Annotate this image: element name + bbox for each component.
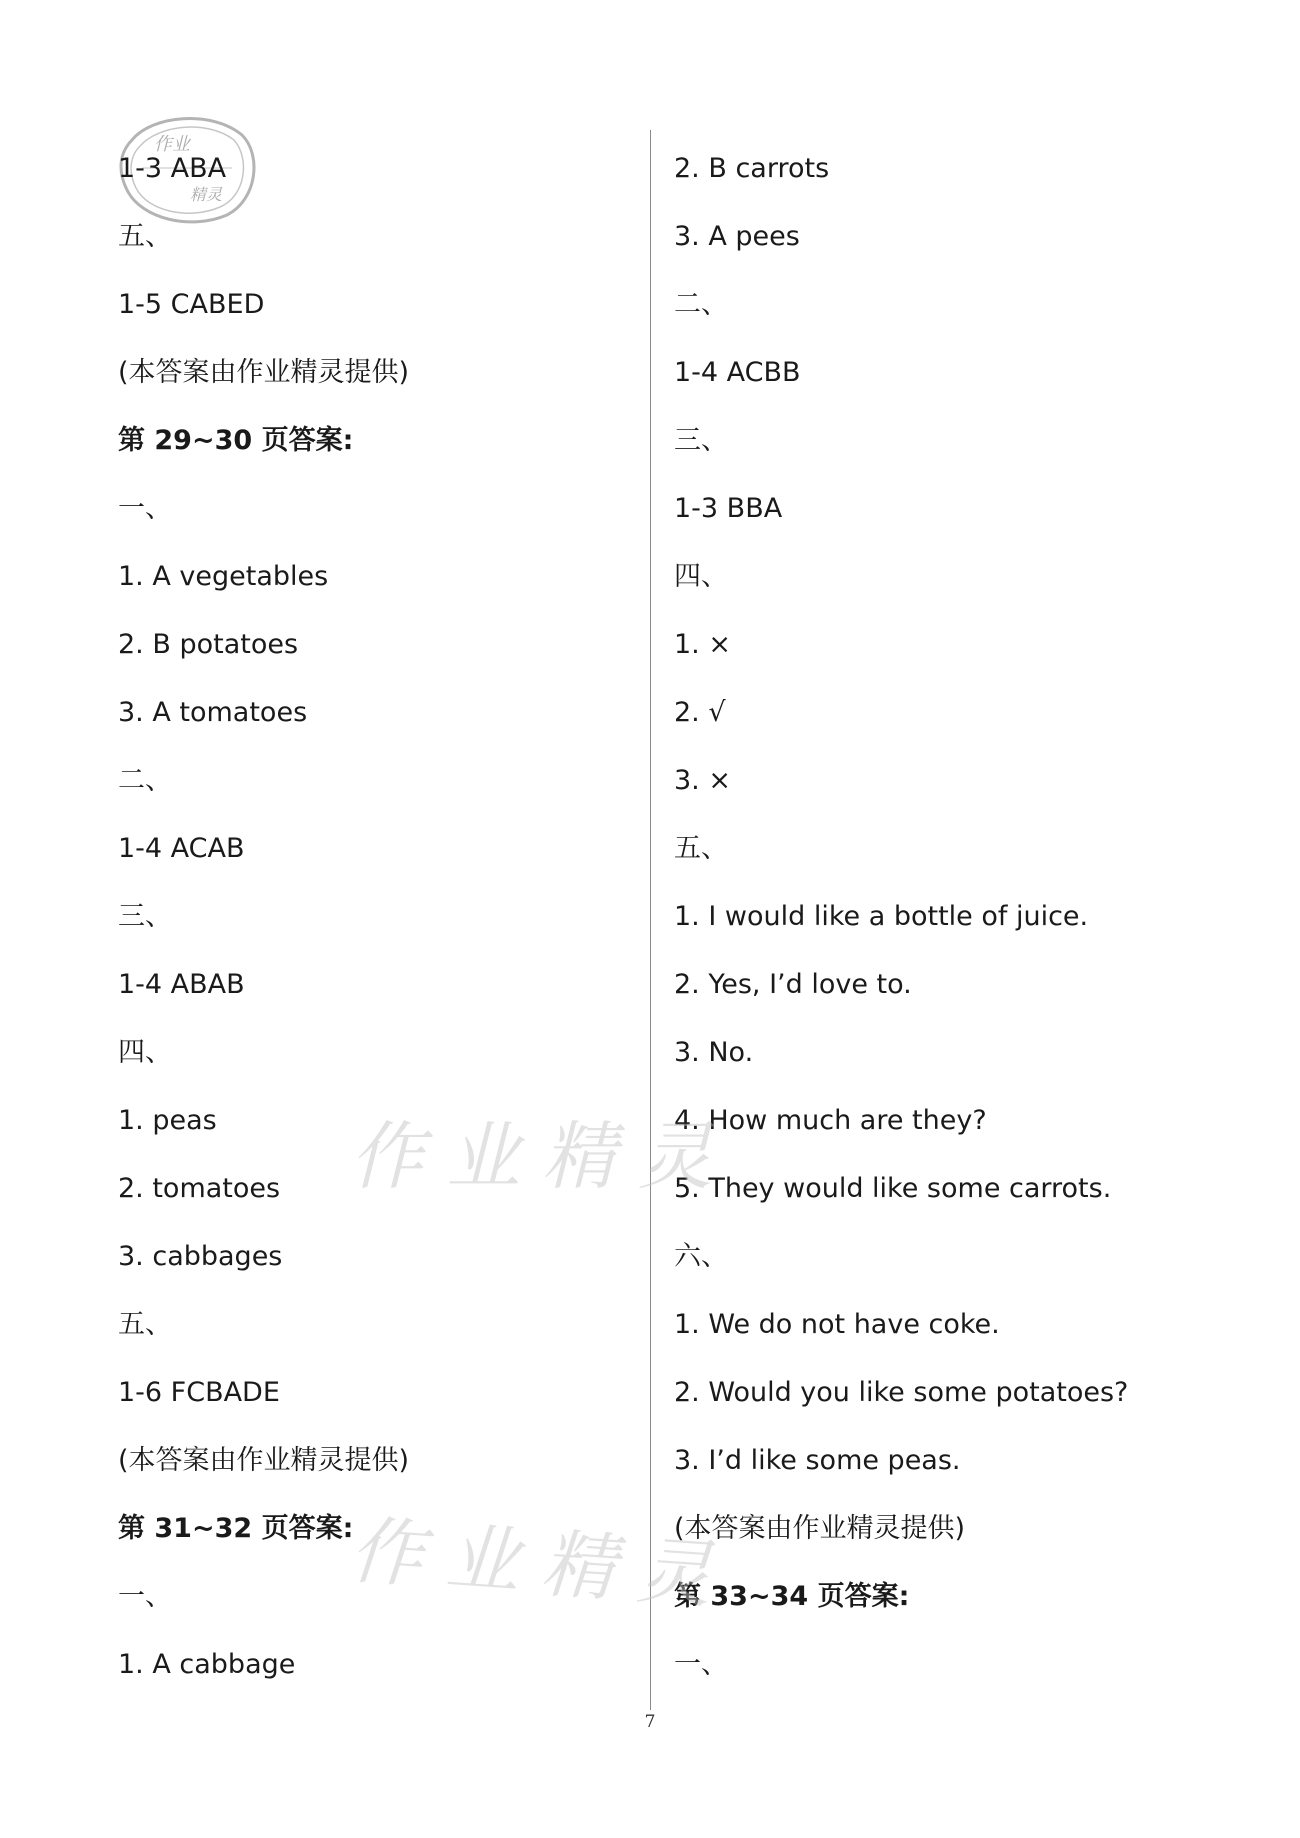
answer-line: 六、	[674, 1241, 728, 1272]
answer-line: 一、	[674, 1649, 728, 1680]
watermark-text: 作业精灵	[350, 1114, 734, 1200]
answer-line: 1. peas	[118, 1105, 217, 1136]
answer-line: 2. B potatoes	[118, 629, 299, 660]
answer-line: 2. Would you like some potatoes?	[674, 1377, 1129, 1408]
answer-line: 3. A tomatoes	[118, 697, 308, 728]
answer-line: 1-5 CABED	[118, 289, 265, 320]
answer-line: 2. B carrots	[674, 153, 830, 184]
answer-line: 4. How much are they?	[674, 1105, 987, 1136]
answer-line: 2. Yes, I’d love to.	[674, 969, 912, 1000]
answer-line: 1-4 ABAB	[118, 969, 245, 1000]
answer-line: 3. A pees	[674, 221, 800, 252]
answer-line: 3. cabbages	[118, 1241, 283, 1272]
answer-line: 1-3 BBA	[674, 493, 783, 524]
stamp-text-top: 作业	[154, 134, 190, 155]
answer-line: (本答案由作业精灵提供)	[118, 357, 410, 388]
answer-line: (本答案由作业精灵提供)	[118, 1445, 410, 1476]
section-heading: 第 33~34 页答案:	[674, 1581, 910, 1612]
answer-line: 1-4 ACAB	[118, 833, 245, 864]
answer-line: 3. No.	[674, 1037, 754, 1068]
answer-line: 五、	[118, 1309, 172, 1340]
answer-line: (本答案由作业精灵提供)	[674, 1513, 966, 1544]
right-answer-column	[674, 151, 1234, 1715]
answer-line: 3. ×	[674, 765, 731, 796]
answer-line: 一、	[118, 1581, 172, 1612]
answer-line: 1. A cabbage	[118, 1649, 296, 1680]
answer-line: 5. They would like some carrots.	[674, 1173, 1112, 1204]
answer-line: 2. √	[674, 697, 726, 728]
answer-line: 一、	[118, 493, 172, 524]
answer-line: 三、	[674, 425, 728, 456]
section-heading: 第 29~30 页答案:	[118, 425, 354, 456]
answer-line: 1-3 ABA	[118, 153, 227, 184]
stamp-text-bottom: 精灵	[190, 185, 223, 204]
answer-line: 1-4 ACBB	[674, 357, 801, 388]
answer-line: 1. We do not have coke.	[674, 1309, 1000, 1340]
answer-line: 3. I’d like some peas.	[674, 1445, 961, 1476]
answer-line: 四、	[674, 561, 728, 592]
answer-line: 五、	[118, 221, 172, 252]
answer-line: 1-6 FCBADE	[118, 1377, 280, 1408]
answer-line: 1. A vegetables	[118, 561, 329, 592]
answer-line: 二、	[118, 765, 172, 796]
page-number: 7	[644, 1712, 656, 1732]
answer-line: 1. ×	[674, 629, 731, 660]
answer-line: 1. I would like a bottle of juice.	[674, 901, 1089, 932]
answer-line: 三、	[118, 901, 172, 932]
answer-line: 四、	[118, 1037, 172, 1068]
left-answer-column	[118, 151, 638, 1715]
column-divider	[650, 130, 651, 1710]
watermark-text: 作业精灵	[347, 1507, 737, 1621]
answer-line: 五、	[674, 833, 728, 864]
answer-line: 二、	[674, 289, 728, 320]
section-heading: 第 31~32 页答案:	[118, 1513, 354, 1544]
answer-line: 2. tomatoes	[118, 1173, 281, 1204]
